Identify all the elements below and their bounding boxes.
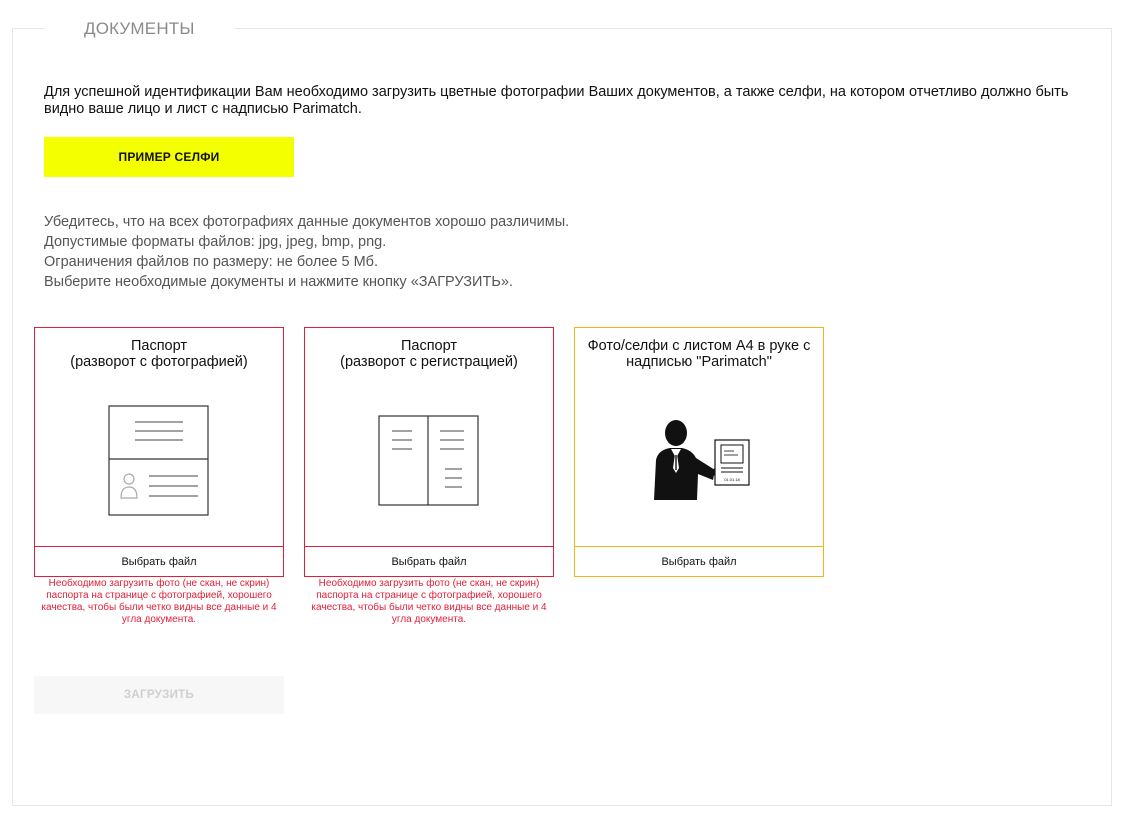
choose-file-button[interactable]: Выбрать файл [575, 546, 823, 576]
card-title-line: (разворот с фотографией) [70, 354, 248, 370]
card-title-line: Паспорт [400, 338, 458, 354]
card-title-line: надписью "Parimatch" [626, 354, 772, 370]
requirement-line: Убедитесь, что на всех фотографиях данные документов хорошо различимы. [44, 214, 570, 230]
passport-registration-card[interactable] [304, 327, 554, 577]
choose-file-button[interactable]: Выбрать файл [305, 546, 553, 576]
intro-line: Для успешной идентификации Вам необходимо загрузить цветные фотографии Ваших документов, а также селфи, на котором отчетливо должно быть [44, 84, 1069, 100]
section-title: ДОКУМЕНТЫ [44, 18, 235, 40]
card-title-line: Фото/селфи с листом А4 в руке с [587, 338, 811, 354]
card-title-line: Паспорт [130, 338, 188, 354]
person-holding-sheet-icon [575, 398, 823, 528]
card-title-line: (разворот с регистрацией) [340, 354, 518, 370]
card-title [35, 338, 283, 370]
passport-photo-page-icon [35, 398, 283, 528]
requirements-text [44, 212, 569, 292]
requirement-line: Ограничения файлов по размеру: не более 5 Мб. [44, 254, 378, 270]
upload-button[interactable]: ЗАГРУЗИТЬ [34, 676, 284, 714]
sheet-date-text: 01.01.18 [724, 477, 740, 482]
card-title [575, 338, 823, 370]
card-title [305, 338, 553, 370]
passport-registration-page-icon [305, 398, 553, 528]
card-error-message: Необходимо загрузить фото (не скан, не скрин) паспорта на странице с фотографией, хорошего качества, чтобы были четко видны все данные и 4 угла документа. [311, 578, 547, 625]
selfie-example-button[interactable]: ПРИМЕР СЕЛФИ [44, 137, 294, 177]
requirement-line: Выберите необходимые документы и нажмите кнопку «ЗАГРУЗИТЬ». [44, 274, 513, 290]
passport-photo-card[interactable] [34, 327, 284, 577]
intro-line: видно ваше лицо и лист с надписью Parimatch. [44, 101, 362, 117]
choose-file-button[interactable]: Выбрать файл [35, 546, 283, 576]
selfie-with-sheet-card[interactable] [574, 327, 824, 577]
intro-text [44, 84, 1074, 118]
requirement-line: Допустимые форматы файлов: jpg, jpeg, bmp, png. [44, 234, 387, 250]
card-error-message: Необходимо загрузить фото (не скан, не скрин) паспорта на странице с фотографией, хорошего качества, чтобы были четко видны все данные и 4 угла документа. [41, 578, 277, 625]
